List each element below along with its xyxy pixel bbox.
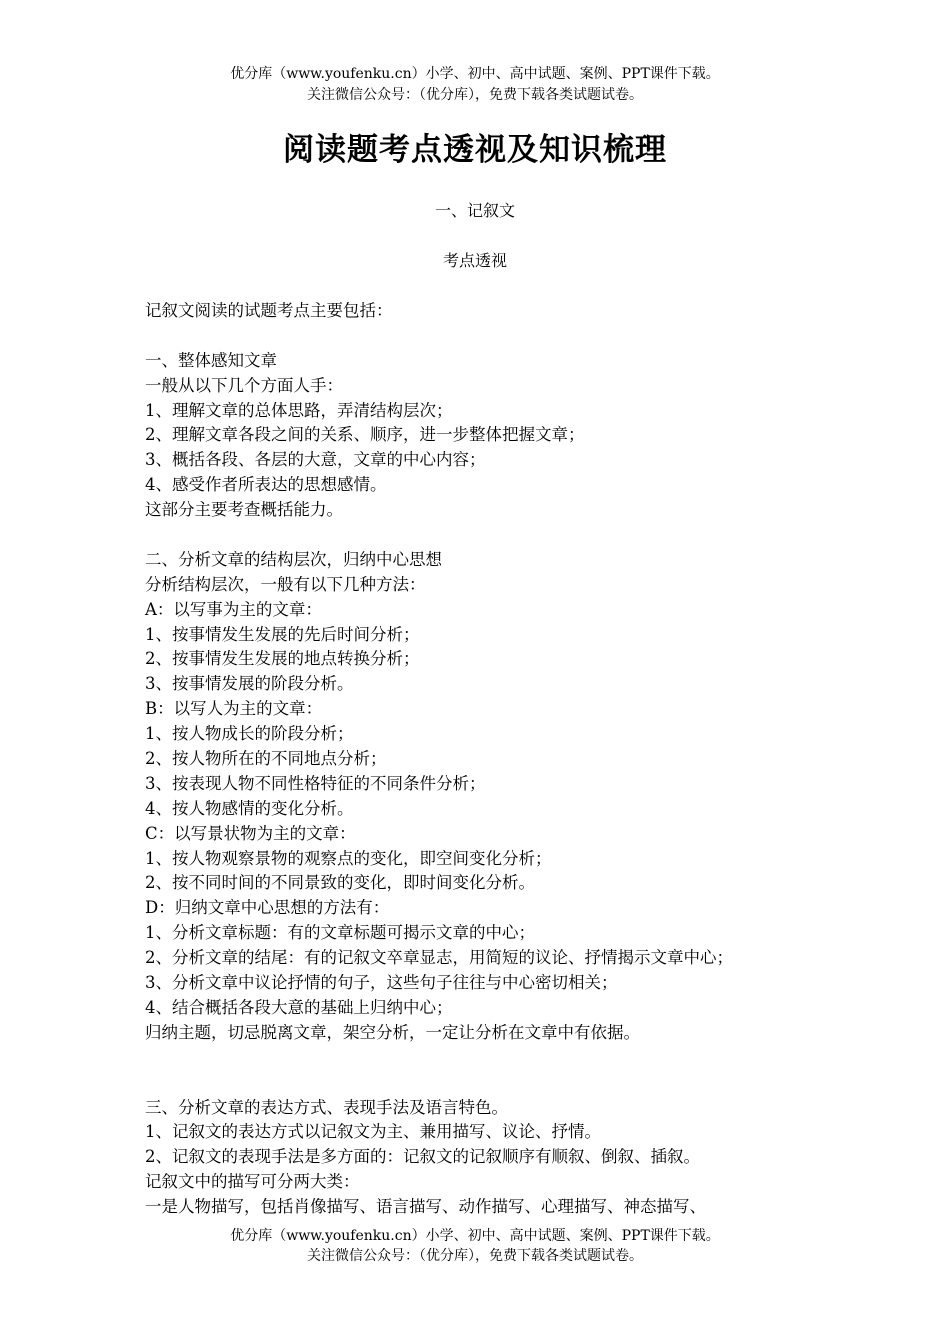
part2-line: C：以写景状物为主的文章： [145,823,356,843]
part2-line: 2、按不同时间的不同景致的变化，即时间变化分析。 [145,873,535,893]
part1-line: 一般从以下几个方面人手： [145,375,343,395]
part2-line: 3、按事情发展的阶段分析。 [145,674,354,694]
part1-line: 1、理解文章的总体思路，弄清结构层次； [145,400,453,420]
part2-line: 3、按表现人物不同性格特征的不同条件分析； [145,773,486,793]
document-body [145,299,845,1220]
section-heading: 一、记叙文 [434,201,515,220]
part2-line: 1、按事情发生发展的先后时间分析； [145,624,420,644]
part2-line: B：以写人为主的文章： [145,699,323,719]
part3-line: 1、记叙文的表达方式以记叙文为主、兼用描写、议论、抒情。 [145,1122,601,1142]
part2-line: 归纳主题，切忌脱离文章，架空分析，一定让分析在文章中有依据。 [145,1022,640,1042]
part1-line: 4、感受作者所表达的思想感情。 [145,475,387,495]
part2-line: 2、分析文章的结尾：有的记叙文卒章显志，用简短的议论、抒情揭示文章中心； [145,948,733,968]
subsection-heading: 考点透视 [442,251,507,270]
footer-line-2: 关注微信公众号：（优分库），免费下载各类试题试卷。 [307,1248,643,1264]
part1-heading: 一、整体感知文章 [145,350,277,370]
header-line-2: 关注微信公众号：（优分库），免费下载各类试题试卷。 [307,87,643,103]
part2-line: A：以写事为主的文章： [145,599,322,619]
part1-line: 2、理解文章各段之间的关系、顺序，进一步整体把握文章； [145,425,585,445]
part2-line: 2、按人物所在的不同地点分析； [145,749,387,769]
page-title: 阅读题考点透视及知识梳理 [283,132,667,168]
part3-heading: 三、分析文章的表达方式、表现手法及语言特色。 [145,1097,508,1117]
part3-line: 一是人物描写，包括肖像描写、语言描写、动作描写、心理描写、神态描写、 [145,1197,706,1217]
part3-line: 记叙文中的描写可分两大类： [145,1172,360,1192]
part2-line: D：归纳文章中心思想的方法有： [145,898,390,918]
part1-line: 3、概括各段、各层的大意，文章的中心内容； [145,450,486,470]
part1-line: 这部分主要考查概括能力。 [145,500,343,520]
part3-line: 2、记叙文的表现手法是多方面的：记叙文的记叙顺序有顺叙、倒叙、插叙。 [145,1147,700,1167]
part2-line: 分析结构层次，一般有以下几种方法： [145,574,426,594]
part2-line: 3、分析文章中议论抒情的句子，这些句子往往与中心密切相关； [145,973,618,993]
part2-line: 1、按人物观察景物的观察点的变化，即空间变化分析； [145,848,552,868]
part2-line: 4、结合概括各段大意的基础上归纳中心； [145,997,453,1017]
part2-line: 4、按人物感情的变化分析。 [145,798,354,818]
part2-line: 1、按人物成长的阶段分析； [145,724,354,744]
footer-line-1: 优分库（www.youfenku.cn）小学、初中、高中试题、案例、PPT课件下载。 [230,1228,720,1244]
part2-line: 1、分析文章标题：有的文章标题可揭示文章的中心； [145,923,535,943]
part2-heading: 二、分析文章的结构层次，归纳中心思想 [145,549,442,569]
intro-text: 记叙文阅读的试题考点主要包括： [145,301,393,320]
part2-line: 2、按事情发生发展的地点转换分析； [145,649,420,669]
header-line-1: 优分库（www.youfenku.cn）小学、初中、高中试题、案例、PPT课件下载。 [230,66,720,82]
